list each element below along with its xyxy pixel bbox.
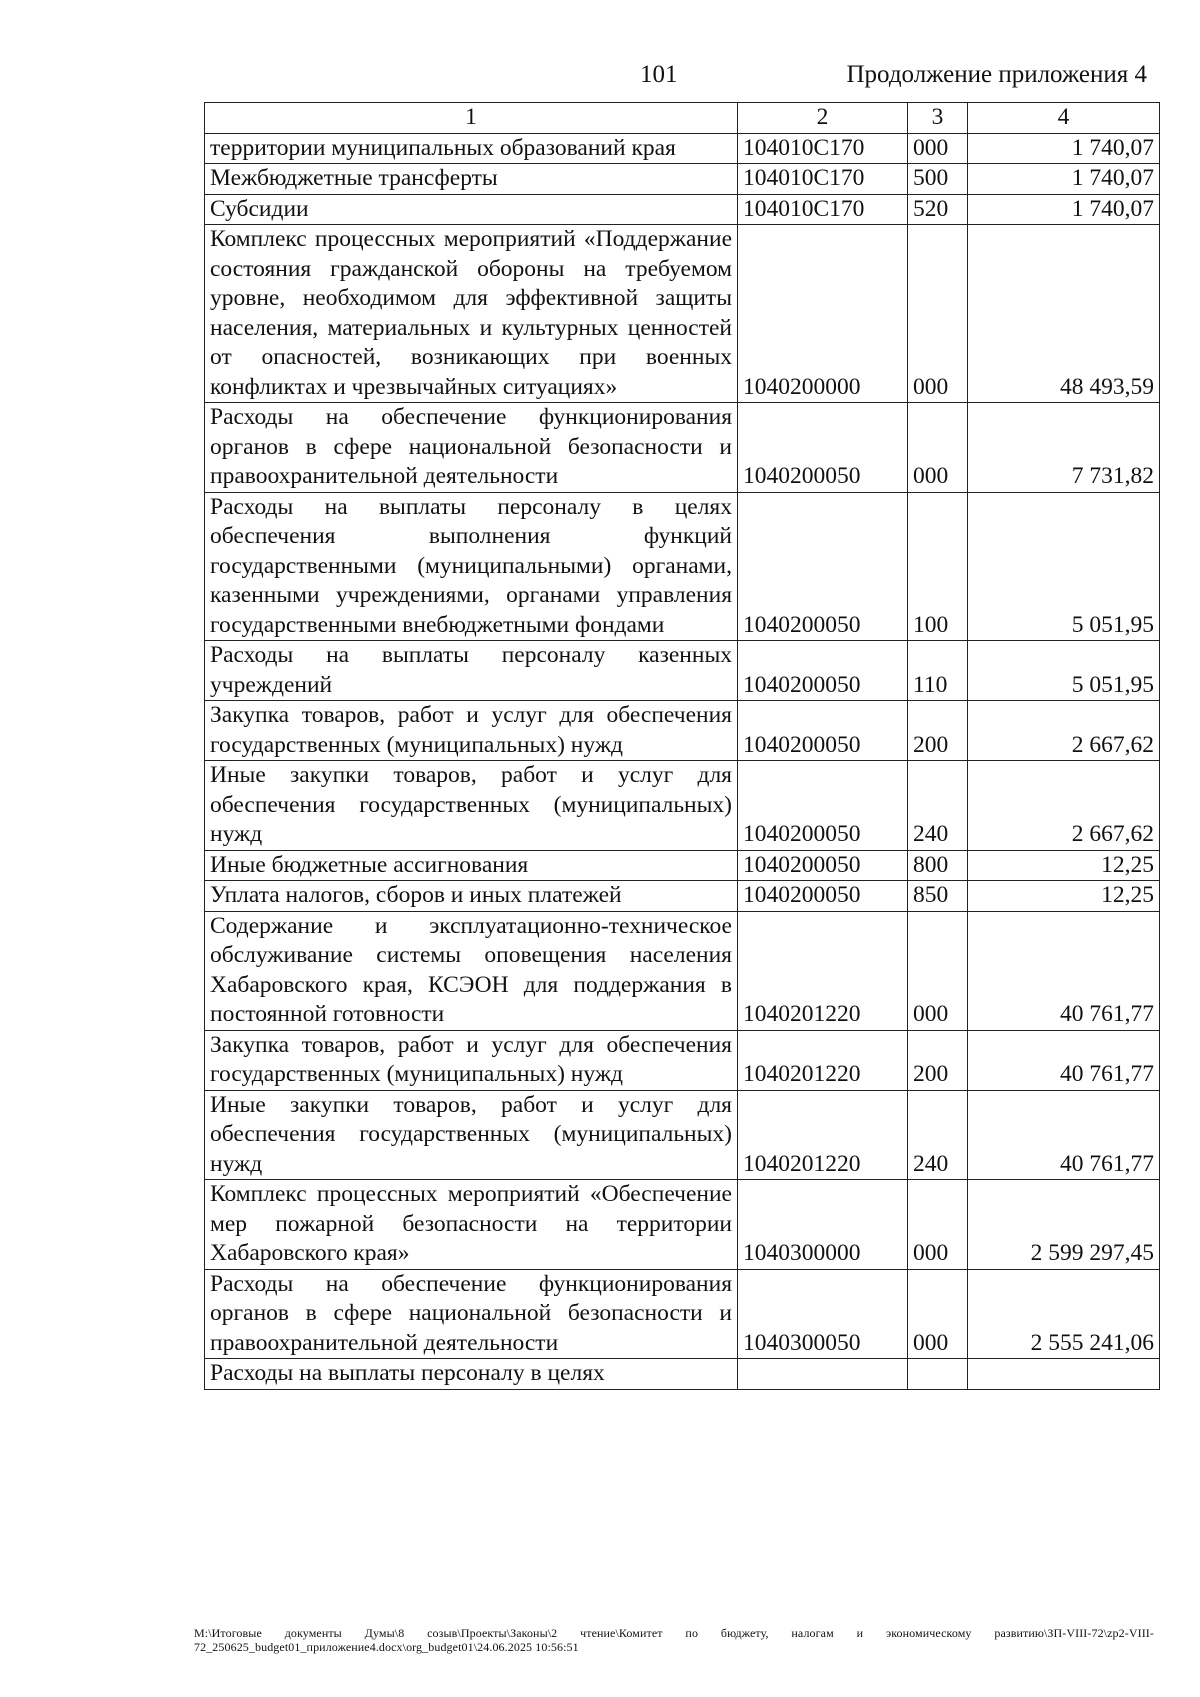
table-row <box>205 492 1160 641</box>
amount-cell: 40 761,77 <box>968 1030 1160 1090</box>
expense-name-cell: Комплекс процессных мероприятий «Обеспечение мер пожарной безопасности на территории Хабаровского края» <box>205 1180 738 1270</box>
expense-name-cell: Закупка товаров, работ и услуг для обеспечения государственных (муниципальных) нужд <box>205 1030 738 1090</box>
expense-type-code-cell <box>908 1359 968 1390</box>
target-article-code-cell <box>738 1359 908 1390</box>
expense-name-cell: Содержание и эксплуатационно-техническое обслуживание системы оповещения населения Хабаровского края, КСЭОН для поддержания в постоянной готовности <box>205 911 738 1030</box>
amount-cell: 5 051,95 <box>968 492 1160 641</box>
table-row <box>205 850 1160 881</box>
expense-type-code-cell: 240 <box>908 761 968 851</box>
amount-cell: 2 599 297,45 <box>968 1180 1160 1270</box>
table-row <box>205 1180 1160 1270</box>
target-article-code-cell: 1040200050 <box>738 761 908 851</box>
expense-name-cell: Расходы на обеспечение функционирования органов в сфере национальной безопасности и правоохранительной деятельности <box>205 403 738 493</box>
target-article-code-cell: 1040200050 <box>738 881 908 912</box>
column-header-2: 2 <box>738 103 908 134</box>
table-row <box>205 403 1160 493</box>
expense-name-cell: Субсидии <box>205 194 738 225</box>
amount-cell: 12,25 <box>968 881 1160 912</box>
expense-name-cell: Иные бюджетные ассигнования <box>205 850 738 881</box>
table-row <box>205 1030 1160 1090</box>
table-row <box>205 1269 1160 1359</box>
amount-cell: 48 493,59 <box>968 225 1160 403</box>
expense-name-cell: Расходы на обеспечение функционирования органов в сфере национальной безопасности и правоохранительной деятельности <box>205 1269 738 1359</box>
amount-cell: 5 051,95 <box>968 641 1160 701</box>
target-article-code-cell: 104010С170 <box>738 194 908 225</box>
expense-name-cell: Расходы на выплаты персоналу в целях <box>205 1359 738 1390</box>
expense-type-code-cell: 100 <box>908 492 968 641</box>
table-row <box>205 194 1160 225</box>
target-article-code-cell: 1040200050 <box>738 850 908 881</box>
expense-type-code-cell: 850 <box>908 881 968 912</box>
expense-type-code-cell: 520 <box>908 194 968 225</box>
target-article-code-cell: 1040201220 <box>738 1090 908 1180</box>
expense-type-code-cell: 000 <box>908 1269 968 1359</box>
expense-name-cell: Уплата налогов, сборов и иных платежей <box>205 881 738 912</box>
table-row <box>205 761 1160 851</box>
table-header-row <box>205 103 1160 134</box>
expense-type-code-cell: 200 <box>908 1030 968 1090</box>
table-row <box>205 164 1160 195</box>
amount-cell: 2 667,62 <box>968 701 1160 761</box>
amount-cell: 40 761,77 <box>968 1090 1160 1180</box>
expense-name-cell: Иные закупки товаров, работ и услуг для обеспечения государственных (муниципальных) нужд <box>205 1090 738 1180</box>
amount-cell: 7 731,82 <box>968 403 1160 493</box>
table-row <box>205 911 1160 1030</box>
table-row <box>205 881 1160 912</box>
target-article-code-cell: 1040200050 <box>738 701 908 761</box>
target-article-code-cell: 1040200000 <box>738 225 908 403</box>
budget-table <box>204 102 1160 1390</box>
table-row <box>205 701 1160 761</box>
expense-name-cell: Расходы на выплаты персоналу казенных учреждений <box>205 641 738 701</box>
expense-name-cell: Иные закупки товаров, работ и услуг для обеспечения государственных (муниципальных) нужд <box>205 761 738 851</box>
target-article-code-cell: 1040201220 <box>738 1030 908 1090</box>
expense-type-code-cell: 000 <box>908 403 968 493</box>
amount-cell: 1 740,07 <box>968 133 1160 164</box>
amount-cell: 2 667,62 <box>968 761 1160 851</box>
expense-type-code-cell: 110 <box>908 641 968 701</box>
target-article-code-cell: 1040201220 <box>738 911 908 1030</box>
amount-cell: 2 555 241,06 <box>968 1269 1160 1359</box>
document-path-footer: М:\Итоговые документы Думы\8 созыв\Проекты\Законы\2 чтение\Комитет по бюджету, налогам и экономическому развитию\ЗП-VIII-72\zp2-VIII-72_250625_budget01_приложение4.docx\org_budget01\24.06.2025 10:56:51 <box>194 1626 1154 1654</box>
amount-cell: 12,25 <box>968 850 1160 881</box>
table-body <box>205 133 1160 1389</box>
amount-cell: 1 740,07 <box>968 194 1160 225</box>
target-article-code-cell: 1040200050 <box>738 641 908 701</box>
target-article-code-cell: 1040200050 <box>738 403 908 493</box>
table-row <box>205 133 1160 164</box>
expense-type-code-cell: 240 <box>908 1090 968 1180</box>
table-row <box>205 225 1160 403</box>
expense-type-code-cell: 500 <box>908 164 968 195</box>
expense-type-code-cell: 000 <box>908 911 968 1030</box>
expense-name-cell: Комплекс процессных мероприятий «Поддержание состояния гражданской обороны на требуемом уровне, необходимом для эффективной защиты населения, материальных и культурных ценностей от опасностей, возникающих при военных конфликтах и чрезвычайных ситуациях» <box>205 225 738 403</box>
expense-name-cell: территории муниципальных образований края <box>205 133 738 164</box>
column-header-4: 4 <box>968 103 1160 134</box>
amount-cell: 40 761,77 <box>968 911 1160 1030</box>
target-article-code-cell: 104010С170 <box>738 133 908 164</box>
target-article-code-cell: 1040300000 <box>738 1180 908 1270</box>
expense-type-code-cell: 000 <box>908 225 968 403</box>
column-header-3: 3 <box>908 103 968 134</box>
target-article-code-cell: 104010С170 <box>738 164 908 195</box>
continuation-label: Продолжение приложения 4 <box>846 61 1147 88</box>
table-row <box>205 641 1160 701</box>
target-article-code-cell: 1040300050 <box>738 1269 908 1359</box>
expense-type-code-cell: 800 <box>908 850 968 881</box>
expense-name-cell: Закупка товаров, работ и услуг для обеспечения государственных (муниципальных) нужд <box>205 701 738 761</box>
expense-name-cell: Межбюджетные трансферты <box>205 164 738 195</box>
amount-cell: 1 740,07 <box>968 164 1160 195</box>
column-header-1: 1 <box>205 103 738 134</box>
expense-name-cell: Расходы на выплаты персоналу в целях обеспечения выполнения функций государственными (муниципальными) органами, казенными учреждениями, органами управления государственными внебюджетными фондами <box>205 492 738 641</box>
table-row <box>205 1090 1160 1180</box>
expense-type-code-cell: 000 <box>908 133 968 164</box>
expense-type-code-cell: 200 <box>908 701 968 761</box>
expense-type-code-cell: 000 <box>908 1180 968 1270</box>
table-row <box>205 1359 1160 1390</box>
amount-cell <box>968 1359 1160 1390</box>
target-article-code-cell: 1040200050 <box>738 492 908 641</box>
page-number: 101 <box>640 61 678 88</box>
